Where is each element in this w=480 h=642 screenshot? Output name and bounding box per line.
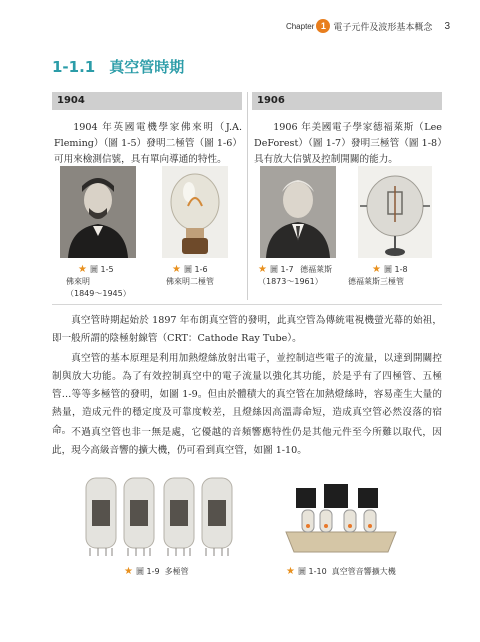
chapter-number-badge: 1: [316, 19, 330, 33]
figure-1-7-caption: [258, 264, 332, 288]
figure-1-8-caption: [348, 264, 408, 288]
section-heading: [52, 56, 184, 77]
paragraph-principle: 真空管的基本原理是利用加熱燈絲放射出電子，並控制這些電子的流量，以達到開關控制與放大功能。為了有效控制真空中的電子流量以強化其功能，於是乎有了四極管、五極管…等等多極管的發明，如圖 1-9。但由於體積大的真空管在加熱燈絲時，容易產生大量的熱量，造成元件的穩定度及可靠度較差，且燈絲因高溫壽命短，造成真空管必然沒落的宿命。: [52, 353, 442, 436]
figure-caption-name: 德福萊斯三極管: [348, 277, 404, 286]
column-divider: [247, 92, 248, 300]
figure-label: 圖 1-10: [297, 567, 327, 576]
deforest-triode-image: [358, 166, 432, 258]
section-rule: [52, 304, 442, 305]
star-icon: ★: [372, 264, 381, 275]
figure-caption-name: 真空管音響擴大機: [331, 567, 396, 576]
star-icon: ★: [258, 264, 267, 275]
right-column-text: 1906 年美國電子學家德福萊斯（Lee DeForest）（圖 1-7）發明三極管（圖 1-8）具有放大信號及控制開關的能力。: [254, 122, 442, 165]
figure-label: 圖 1-7: [269, 265, 294, 274]
paragraph-audio: 不過真空管也非一無是處，它優越的音頻響應特性仍是其他元件至今所難以取代，因此，現今高級音響的擴大機，仍可看到真空管，如圖 1-10。: [52, 427, 442, 456]
figure-caption-name: 多極管: [164, 567, 189, 576]
section-number: 1-1.1: [52, 58, 96, 76]
figure-1-5-caption: [66, 264, 131, 300]
star-icon: ★: [286, 566, 295, 577]
running-header: [286, 18, 450, 34]
fleming-portrait-image: [60, 166, 136, 258]
figure-1-6-caption: [166, 264, 214, 288]
figure-caption-name: 德福萊斯: [300, 265, 333, 274]
figure-label: 圖 1-6: [183, 265, 208, 274]
figure-caption-years: （1873～1961）: [258, 277, 323, 286]
paragraph-crt: 真空管時期起始於 1897 年布朗真空管的發明，此真空管為傳統電視機螢光幕的始祖，即一般所謂的陰極射線管（CRT：Cathode Ray Tube）。: [52, 315, 442, 344]
section-name: 真空管時期: [109, 58, 185, 76]
figure-label: 圖 1-5: [89, 265, 114, 274]
tube-amplifier-image: [278, 470, 404, 560]
figure-caption-name: 佛來明: [66, 277, 90, 286]
deforest-portrait-image: [260, 166, 336, 258]
left-column-text: 1904 年英國電機學家佛來明（J.A. Fleming）（圖 1-5）發明二極管（圖 1-6）可用來檢測信號，具有單向導通的特性。: [54, 122, 242, 165]
fleming-diode-image: [162, 166, 228, 258]
year-bar-1906: 1906: [252, 92, 442, 110]
chapter-title: 電子元件及波形基本概念: [333, 21, 433, 32]
year-bar-1904: 1904: [52, 92, 242, 110]
multi-tube-image: [80, 470, 240, 560]
star-icon: ★: [172, 264, 181, 275]
figure-label: 圖 1-9: [135, 567, 160, 576]
figure-caption-years: （1849～1945）: [66, 289, 131, 298]
chapter-word: Chapter: [285, 21, 315, 31]
star-icon: ★: [78, 264, 87, 275]
figure-1-9-caption: [124, 566, 189, 577]
star-icon: ★: [124, 566, 133, 577]
figure-label: 圖 1-8: [383, 265, 408, 274]
figure-caption-name: 佛來明二極管: [166, 277, 214, 286]
figure-1-10-caption: [286, 566, 396, 577]
page-number: 3: [444, 20, 450, 32]
